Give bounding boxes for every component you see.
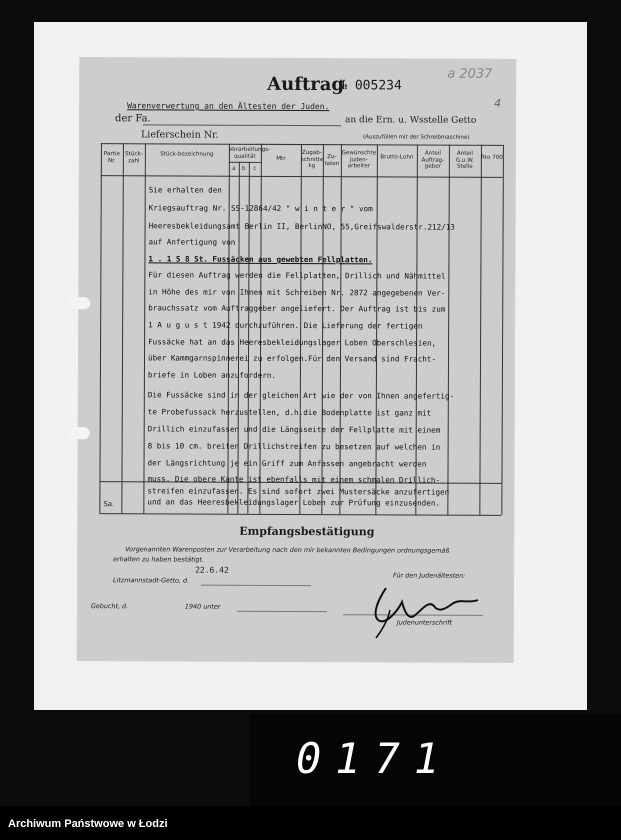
body-line: Fussäcke hat an das Heeresbekleidungslager Loben Oberschlesien,	[148, 337, 437, 348]
body-line: Kriegsauftrag Nr. SS-12864/42 " w i n t e r " vom	[148, 203, 373, 214]
der-fa-label: der Fa.	[115, 113, 151, 125]
lieferschein-label: Lieferschein Nr.	[140, 129, 219, 141]
body-line: te Probefussack herzustellen, d.h.die Bodenplatte ist ganz mit	[147, 407, 432, 418]
body-line: Heeresbekleidungsamt Berlin II, BerlinNO, 55,Greifswalderstr.212/13	[148, 221, 455, 232]
year-label: 1940 unter	[184, 602, 221, 611]
receipt-text-2: erhalten zu haben bestätigt.	[113, 555, 205, 564]
document-title: Auftrag	[267, 73, 345, 96]
recipient-label: an die Ern. u. Wsstelle Getto	[345, 115, 477, 126]
receipt-date: 22.6.42	[195, 565, 229, 575]
body-line: 1 . 1 5 8 St. Fussäcken aus gewebten Fellplatten.	[148, 254, 373, 265]
order-form-paper	[77, 57, 517, 663]
body-line: Die Fussäcke sind in der gleichen Art wie der von Ihnen angefertig-	[147, 390, 455, 401]
fill-note: (Auszufüllen mit der Schreibmaschine)	[362, 134, 470, 141]
quality-col-c: c	[253, 165, 257, 172]
quality-col-a: a	[232, 165, 236, 172]
company-line: Warenverwertung an den Ältesten der Juden.	[127, 101, 330, 112]
header-anteil-auftraggeber: Anteil Auftrag-geber	[421, 150, 445, 170]
body-line: brauchssatz vom Auftraggeber angeliefert. Der Auftrag ist bis zum	[148, 303, 446, 314]
punch-hole	[68, 427, 90, 439]
litzmannstadt-label: Litzmannstadt-Getto, d.	[113, 576, 190, 585]
header-rto: Rto 700	[480, 154, 503, 161]
header-partie: Partie Nr.	[103, 151, 120, 164]
body-line: briefe in Loben anzufordern.	[147, 370, 276, 380]
body-line: Sie erhalten den	[148, 185, 222, 195]
punch-hole	[68, 297, 90, 309]
header-zugab: Zugab-schnitte kg	[300, 150, 324, 170]
fa-underline	[143, 124, 341, 126]
header-judenarbeiter: Gewünschte Juden-arbeiter	[341, 150, 377, 170]
pencil-annotation: a 2037	[447, 66, 493, 82]
body-line: der Längsrichtung je ein Griff zum Anfassen angebracht werden	[147, 458, 427, 469]
header-stueckzahl: Stück-zahl	[125, 151, 143, 164]
body-line: 8 bis 10 cm. breiten Drillichstreifen zu besetzen auf welchen in	[147, 441, 441, 452]
header-mtr: Mtr	[276, 155, 286, 162]
body-line: 1 A u g u s t 1942 durchzuführen. Die Lieferung der fertigen	[148, 320, 423, 331]
body-line: und an das Heeresbekleidungslager Loben zur Prüfung einzusenden.	[147, 497, 441, 508]
body-line: auf Anfertigung von	[148, 237, 236, 247]
pencil-annotation-2: 4	[494, 96, 502, 110]
sum-label: Sa.	[103, 500, 115, 509]
body-line: Drillich einzufassen und die Längsseite der Fellplatte mit einem	[147, 424, 441, 435]
frame-number: 0171	[296, 734, 454, 783]
judenaeltesten-label: Für den Judenältesten:	[393, 571, 466, 580]
body-line: in Höhe des mir von Ihnen mit Schreiben Nr. 2872 angegebenen Ver-	[148, 287, 446, 298]
header-stueckbezeichnung: Stück-bezeichnung	[160, 151, 214, 158]
header-anteil-stelle: Anteil G.u.W. Stelle	[455, 150, 474, 170]
body-line: muss. Die obere Kante ist ebenfalls mit einem schmalen Drillich-	[147, 474, 441, 485]
receipt-title: Empfangsbestätigung	[239, 524, 375, 539]
body-line: Für diesen Auftrag werden die Fellplatten, Drillich und Nähmittel	[148, 270, 446, 281]
header-zutaten: Zu-taten	[324, 154, 340, 167]
header-qualitaet: Verarbeitungs-qualität	[228, 146, 271, 160]
gebucht-label: Gebucht, d.	[90, 602, 129, 611]
body-line: streifen einzufassen. Es sind sofort zwei Mustersäcke anzufertigen	[147, 486, 450, 497]
serial-number: № 005234	[339, 78, 402, 94]
handwritten-signature	[368, 580, 488, 640]
body-line: über Kammgarnspinnerei zu erfolgen.Für den Versand sind Fracht-	[147, 353, 437, 364]
receipt-text-1: Vorgenannten Warenposten zur Verarbeitung nach den mir bekannten Bedingungen ordnungsgemäß	[125, 545, 450, 555]
archive-name: Archiwum Państwowe w Łodzi	[8, 818, 168, 830]
header-bruttolohn: Brutto-Lohn	[380, 154, 414, 161]
quality-col-b: b	[242, 165, 246, 172]
signature-caption: Judenunterschrift	[396, 618, 453, 627]
